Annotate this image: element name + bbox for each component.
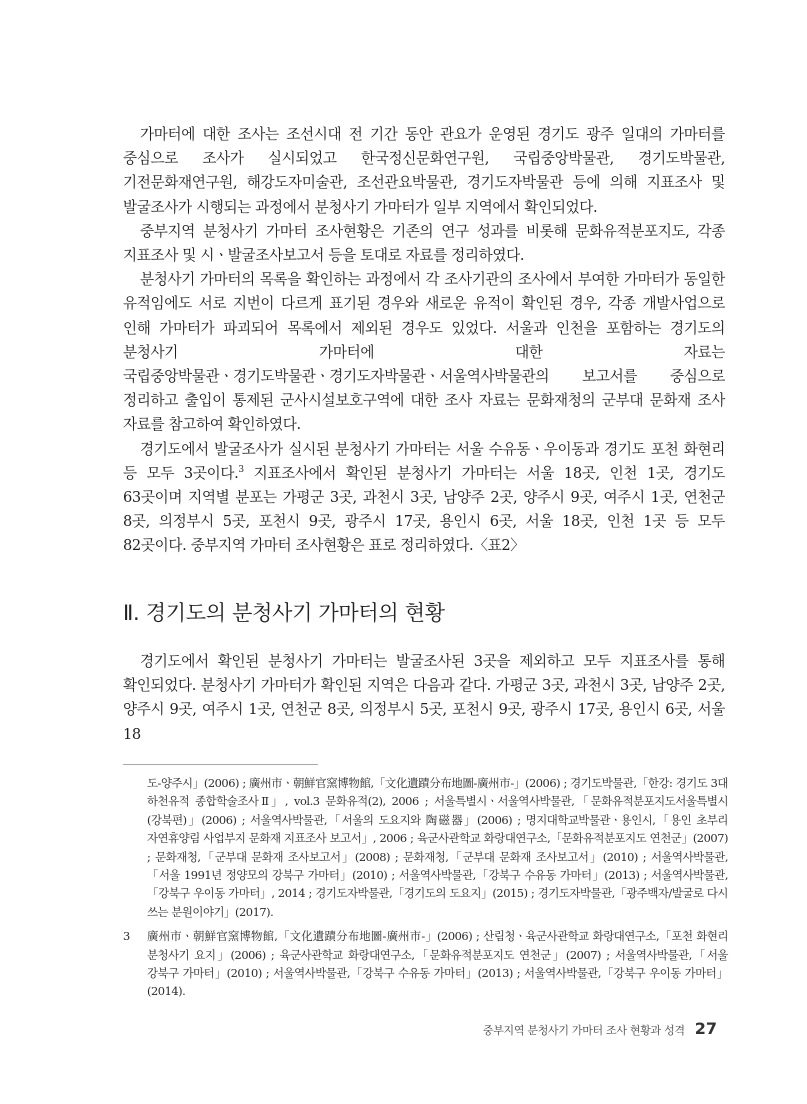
footnote-divider (123, 764, 318, 765)
footnote-text: 廣州市ㆍ朝鮮官窯博物館,「文化遺蹟分布地圖-廣州市-」(2006) ; 산림청ㆍ육군사관학교 화랑대연구소,「포천 화현리 분청사기 요지」(2006) ; 육군사관학교 화랑대연구소,「문화유적분포지도 연천군」(2007) ; 서울역사박물관,「서울 강북구 가마터」(2010) ; 서울역사박물관,「강북구 수유동 가마터」(2013) ; 서울역사박물관,「강북구 우이동 가마터」(2014). (147, 929, 728, 999)
footnote-3 (123, 927, 728, 1001)
section-paragraph: 경기도에서 확인된 분청사기 가마터는 발굴조사된 3곳을 제외하고 모두 지표조사를 통해 확인되었다. 분청사기 가마터가 확인된 지역은 다음과 같다. 가평군 3곳, 과천시 3곳, 남양주 2곳, 양주시 9곳, 여주시 1곳, 연천군 8곳, 의정부시 5곳, 포천시 9곳, 광주시 17곳, 용인시 6곳, 서울 18 (123, 653, 725, 743)
footnote-number: 3 (123, 929, 130, 944)
page-footer (483, 1019, 717, 1038)
body-text-top (123, 123, 725, 559)
page-number: 27 (694, 1019, 717, 1038)
running-title: 중부지역 분청사기 가마터 조사 현황과 성격 (482, 1024, 685, 1037)
body-paragraph-3: 분청사기 가마터의 목록을 확인하는 과정에서 각 조사기관의 조사에서 부여한 가마터가 동일한 유적임에도 서로 지번이 다르게 표기된 경우와 새로운 유적이 확인된 경우, 각종 개발사업으로 인해 가마터가 파괴되어 목록에서 제외된 경우도 있었다. 서울과 인천을 포함하는 경기도의 분청사기 가마터에 대한 자료는 국립중앙박물관ㆍ경기도박물관ㆍ경기도자박물관ㆍ서울역사박물관의 보고서를 중심으로 정리하고 출입이 통제된 군사시설보호구역에 대한 조사 자료는 문화재청의 군부대 문화재 조사 자료를 참고하여 확인하였다. (123, 271, 725, 434)
footnote-text: 도-양주시」(2006) ; 廣州市ㆍ朝鮮官窯博物館,「文化遺蹟分布地圖-廣州市-」(2006) ; 경기도박물관,「한강: 경기도 3대 하천유적 종합학술조사Ⅱ」, vol.3 문화유적(2), 2006 ; 서울특별시ㆍ서울역사박물관,「문화유적분포지도서울특별시(강북편)」(2006) ; 서울역사박물관,「서울의 도요지와 陶磁器」(2006) ; 명지대학교박물관ㆍ용인시,「용인 초부리 자연휴양림 사업부지 문화재 지표조사 보고서」, 2006 ; 육군사관학교 화랑대연구소,「문화유적분포지도 연천군」(2007) ; 문화재청,「군부대 문화재 조사보고서」(2008) ; 문화재청,「군부대 문화재 조사보고서」(2010) ; 서울역사박물관,「서울 1991년 정양모의 강북구 가마터」(2010) ; 서울역사박물관,「강북구 수유동 가마터」(2013) ; 서울역사박물관,「강북구 우이동 가마터」, 2014 ; 경기도자박물관,「경기도의 도요지」(2015) ; 경기도자박물관,「광주백자/발굴로 다시 쓰는 분원이야기」(2017). (147, 776, 728, 919)
footnotes (123, 774, 728, 1001)
body-paragraph-2: 중부지역 분청사기 가마터 조사현황은 기존의 연구 성과를 비롯해 문화유적분포지도, 각종 지표조사 및 시ㆍ발굴조사보고서 등을 토대로 자료를 정리하였다. (123, 222, 725, 265)
body-paragraph-4 (123, 438, 725, 559)
body-paragraph-1: 가마터에 대한 조사는 조선시대 전 기간 동안 관요가 운영된 경기도 광주 일대의 가마터를 중심으로 조사가 실시되었고 한국정신문화연구원, 국립중앙박물관, 경기도박물관, 기전문화재연구원, 해강도자미술관, 조선관요박물관, 경기도자박물관 등에 의해 지표조사 및 발굴조사가 시행되는 과정에서 분청사기 가마터가 일부 지역에서 확인되었다. (123, 126, 725, 216)
section-title: Ⅱ. 경기도의 분청사기 가마터의 현황 (123, 601, 445, 625)
body-text-section (123, 650, 725, 747)
footnote-ref-3[interactable]: 3 (238, 464, 244, 475)
para4-text-a: 경기도에서 발굴조사가 실시된 분청사기 가마터는 서울 수유동ㆍ우이동과 경기도 포천 화현리 등 모두 3곳이다. (123, 440, 725, 482)
footnote-continued (123, 774, 728, 921)
footnote-number (123, 774, 147, 921)
para4-text-b: 지표조사에서 확인된 분청사기 가마터는 서울 18곳, 인천 1곳, 경기도 63곳이며 지역별 분포는 가평군 3곳, 과천시 3곳, 남양주 2곳, 양주시 9곳, 여주시 1곳, 연천군 8곳, 의정부시 5곳, 포천시 9곳, 광주시 17곳, 용인시 6곳, 서울 18곳, 인천 1곳 등 모두 82곳이다. 중부지역 가마터 조사현황은 표로 정리하였다.〈표2〉 (123, 464, 725, 555)
